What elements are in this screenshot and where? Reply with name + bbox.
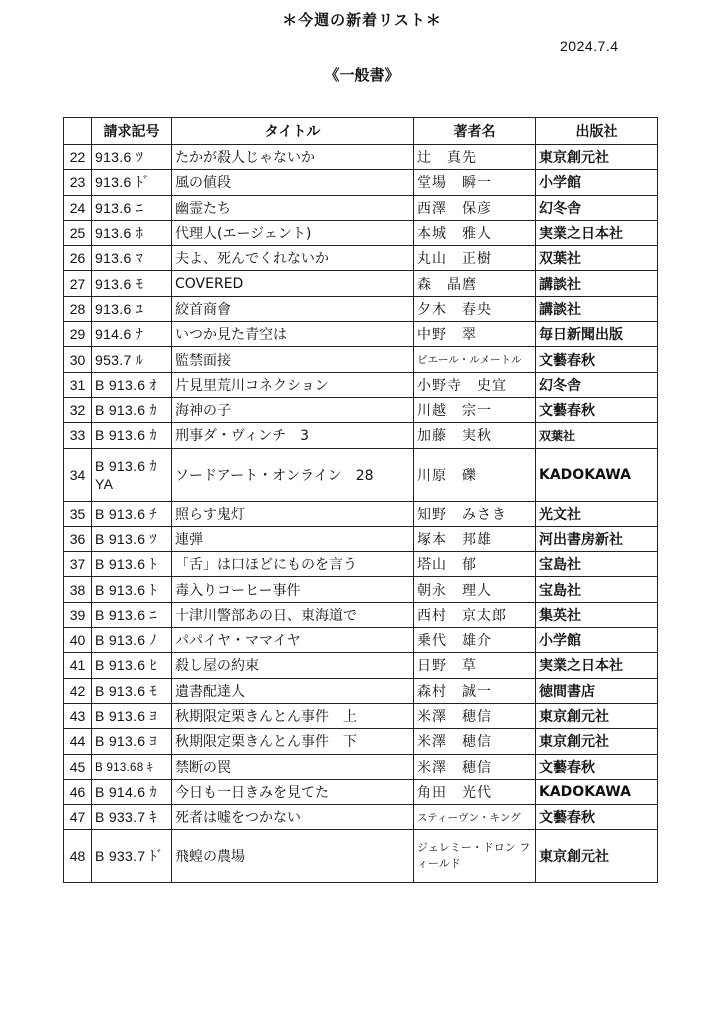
call-number: B 914.6 ｶ	[92, 779, 172, 804]
author-name: 本城 雅人	[414, 220, 536, 245]
author-name: 堂場 瞬一	[414, 170, 536, 195]
row-number: 41	[64, 653, 92, 678]
book-title: 刑事ダ・ヴィンチ 3	[172, 423, 414, 448]
call-number: 913.6 ﾆ	[92, 195, 172, 220]
row-number: 34	[64, 448, 92, 501]
row-number: 36	[64, 526, 92, 551]
row-number: 28	[64, 296, 92, 321]
author-name: 米澤 穂信	[414, 754, 536, 779]
author-name: 角田 光代	[414, 779, 536, 804]
publisher-name: KADOKAWA	[536, 448, 658, 501]
author-name: 川原 礫	[414, 448, 536, 501]
publisher-name: 河出書房新社	[536, 526, 658, 551]
call-number: 913.6 ﾄﾞ	[92, 170, 172, 195]
book-title: 遺書配達人	[172, 678, 414, 703]
row-number: 38	[64, 577, 92, 602]
call-number: 914.6 ﾅ	[92, 322, 172, 347]
table-row	[64, 653, 658, 678]
author-name: 日野 草	[414, 653, 536, 678]
column-header-title: タイトル	[172, 118, 414, 145]
publisher-name: 双葉社	[536, 246, 658, 271]
call-number: 913.6 ﾎ	[92, 220, 172, 245]
author-name: 知野 みさき	[414, 501, 536, 526]
call-number: B 913.6 ﾓ	[92, 678, 172, 703]
author-name: 塔山 郁	[414, 552, 536, 577]
author-name: 乗代 雄介	[414, 628, 536, 653]
call-number: B 913.6 ﾆ	[92, 602, 172, 627]
book-title: 代理人(エージェント)	[172, 220, 414, 245]
publisher-name: 講談社	[536, 296, 658, 321]
call-number: B 913.6 ｶ YA	[92, 448, 172, 501]
table-row	[64, 779, 658, 804]
publisher-name: 宝島社	[536, 577, 658, 602]
table-row	[64, 805, 658, 830]
call-number: B 913.6 ｶ	[92, 423, 172, 448]
author-name: 丸山 正樹	[414, 246, 536, 271]
call-number: B 913.6 ｵ	[92, 372, 172, 397]
table-row	[64, 145, 658, 170]
table-row	[64, 577, 658, 602]
book-title: COVERED	[172, 271, 414, 296]
table-row	[64, 754, 658, 779]
book-title: 海神の子	[172, 397, 414, 422]
publisher-name: 東京創元社	[536, 145, 658, 170]
author-name: ピエール・ルメートル	[414, 347, 536, 372]
book-title: 今日も一日きみを見てた	[172, 779, 414, 804]
book-title: 秋期限定栗きんとん事件 下	[172, 729, 414, 754]
book-title: 毒入りコーヒー事件	[172, 577, 414, 602]
row-number: 39	[64, 602, 92, 627]
table-row	[64, 372, 658, 397]
table-row	[64, 526, 658, 551]
column-header-publisher: 出版社	[536, 118, 658, 145]
table-row	[64, 602, 658, 627]
new-books-table	[63, 117, 658, 883]
author-name: 川越 宗一	[414, 397, 536, 422]
book-title: 殺し屋の約束	[172, 653, 414, 678]
publisher-name: 毎日新聞出版	[536, 322, 658, 347]
publisher-name: 文藝春秋	[536, 805, 658, 830]
book-title: 「舌」は口ほどにものを言う	[172, 552, 414, 577]
author-name: 塚本 邦雄	[414, 526, 536, 551]
publisher-name: 東京創元社	[536, 729, 658, 754]
call-number: B 913.6 ﾄ	[92, 577, 172, 602]
book-title: 幽霊たち	[172, 195, 414, 220]
row-number: 44	[64, 729, 92, 754]
publisher-name: 実業之日本社	[536, 653, 658, 678]
book-title: いつか見た青空は	[172, 322, 414, 347]
row-number: 32	[64, 397, 92, 422]
book-title: 風の値段	[172, 170, 414, 195]
publisher-name: 小学館	[536, 628, 658, 653]
author-name: 小野寺 史宜	[414, 372, 536, 397]
table-row	[64, 423, 658, 448]
table-header-row	[64, 118, 658, 145]
call-number: B 913.68 ｷ	[92, 754, 172, 779]
author-name: ジェレミー・ドロン フィールド	[414, 830, 536, 883]
table-row	[64, 729, 658, 754]
row-number: 37	[64, 552, 92, 577]
publisher-name: KADOKAWA	[536, 779, 658, 804]
author-name: 西澤 保彦	[414, 195, 536, 220]
call-number: 913.6 ﾏ	[92, 246, 172, 271]
table-row	[64, 703, 658, 728]
publisher-name: 東京創元社	[536, 830, 658, 883]
book-title: ソードアート・オンライン 28	[172, 448, 414, 501]
book-title: 夫よ、死んでくれないか	[172, 246, 414, 271]
call-number: B 913.6 ﾄ	[92, 552, 172, 577]
author-name: 西村 京太郎	[414, 602, 536, 627]
publisher-name: 小学館	[536, 170, 658, 195]
book-title: 片見里荒川コネクション	[172, 372, 414, 397]
row-number: 42	[64, 678, 92, 703]
call-number: B 913.6 ﾉ	[92, 628, 172, 653]
table-row	[64, 347, 658, 372]
table-row	[64, 322, 658, 347]
call-number: B 933.7 ｷ	[92, 805, 172, 830]
list-date: 2024.7.4	[560, 38, 619, 54]
publisher-name: 徳間書店	[536, 678, 658, 703]
publisher-name: 文藝春秋	[536, 397, 658, 422]
book-title: 秋期限定栗きんとん事件 上	[172, 703, 414, 728]
publisher-name: 双葉社	[536, 423, 658, 448]
column-header-number	[64, 118, 92, 145]
table-row	[64, 296, 658, 321]
author-name: 森村 誠一	[414, 678, 536, 703]
row-number: 24	[64, 195, 92, 220]
call-number: 953.7 ﾙ	[92, 347, 172, 372]
column-header-author: 著者名	[414, 118, 536, 145]
call-number: 913.6 ﾂ	[92, 145, 172, 170]
publisher-name: 集英社	[536, 602, 658, 627]
row-number: 31	[64, 372, 92, 397]
row-number: 40	[64, 628, 92, 653]
row-number: 43	[64, 703, 92, 728]
row-number: 46	[64, 779, 92, 804]
table-row	[64, 271, 658, 296]
page-title: ＊今週の新着リスト＊	[282, 11, 442, 29]
publisher-name: 講談社	[536, 271, 658, 296]
book-title: たかが殺人じゃないか	[172, 145, 414, 170]
table-row	[64, 220, 658, 245]
call-number: 913.6 ﾕ	[92, 296, 172, 321]
table-row	[64, 246, 658, 271]
author-name: 中野 翠	[414, 322, 536, 347]
call-number: B 933.7 ﾄﾞ	[92, 830, 172, 883]
book-title: 飛蝗の農場	[172, 830, 414, 883]
row-number: 47	[64, 805, 92, 830]
call-number: B 913.6 ﾂ	[92, 526, 172, 551]
book-title: 連弾	[172, 526, 414, 551]
book-title: 死者は嘘をつかない	[172, 805, 414, 830]
row-number: 23	[64, 170, 92, 195]
book-title: 照らす鬼灯	[172, 501, 414, 526]
book-title: 十津川警部あの日、東海道で	[172, 602, 414, 627]
call-number: B 913.6 ﾁ	[92, 501, 172, 526]
author-name: 加藤 実秋	[414, 423, 536, 448]
table-row	[64, 195, 658, 220]
publisher-name: 文藝春秋	[536, 347, 658, 372]
call-number: B 913.6 ｶ	[92, 397, 172, 422]
row-number: 45	[64, 754, 92, 779]
author-name: スティーヴン・キング	[414, 805, 536, 830]
call-number: B 913.6 ﾖ	[92, 729, 172, 754]
publisher-name: 幻冬舎	[536, 195, 658, 220]
book-title: 禁断の罠	[172, 754, 414, 779]
author-name: 朝永 理人	[414, 577, 536, 602]
author-name: 米澤 穂信	[414, 703, 536, 728]
call-number: 913.6 ﾓ	[92, 271, 172, 296]
row-number: 35	[64, 501, 92, 526]
call-number: B 913.6 ﾋ	[92, 653, 172, 678]
row-number: 33	[64, 423, 92, 448]
table-row	[64, 448, 658, 501]
row-number: 26	[64, 246, 92, 271]
row-number: 29	[64, 322, 92, 347]
section-title: 《一般書》	[324, 66, 400, 84]
author-name: 森 晶麿	[414, 271, 536, 296]
publisher-name: 光文社	[536, 501, 658, 526]
author-name: 辻 真先	[414, 145, 536, 170]
publisher-name: 幻冬舎	[536, 372, 658, 397]
table-row	[64, 501, 658, 526]
row-number: 27	[64, 271, 92, 296]
column-header-call-number: 請求記号	[92, 118, 172, 145]
publisher-name: 宝島社	[536, 552, 658, 577]
book-title: 絞首商會	[172, 296, 414, 321]
author-name: 米澤 穂信	[414, 729, 536, 754]
book-title: パパイヤ・ママイヤ	[172, 628, 414, 653]
book-title: 監禁面接	[172, 347, 414, 372]
table-row	[64, 678, 658, 703]
table-row	[64, 628, 658, 653]
table-row	[64, 397, 658, 422]
table-row	[64, 170, 658, 195]
table-row	[64, 552, 658, 577]
row-number: 22	[64, 145, 92, 170]
publisher-name: 実業之日本社	[536, 220, 658, 245]
row-number: 48	[64, 830, 92, 883]
author-name: 夕木 春央	[414, 296, 536, 321]
publisher-name: 東京創元社	[536, 703, 658, 728]
row-number: 25	[64, 220, 92, 245]
publisher-name: 文藝春秋	[536, 754, 658, 779]
table-row	[64, 830, 658, 883]
row-number: 30	[64, 347, 92, 372]
call-number: B 913.6 ﾖ	[92, 703, 172, 728]
